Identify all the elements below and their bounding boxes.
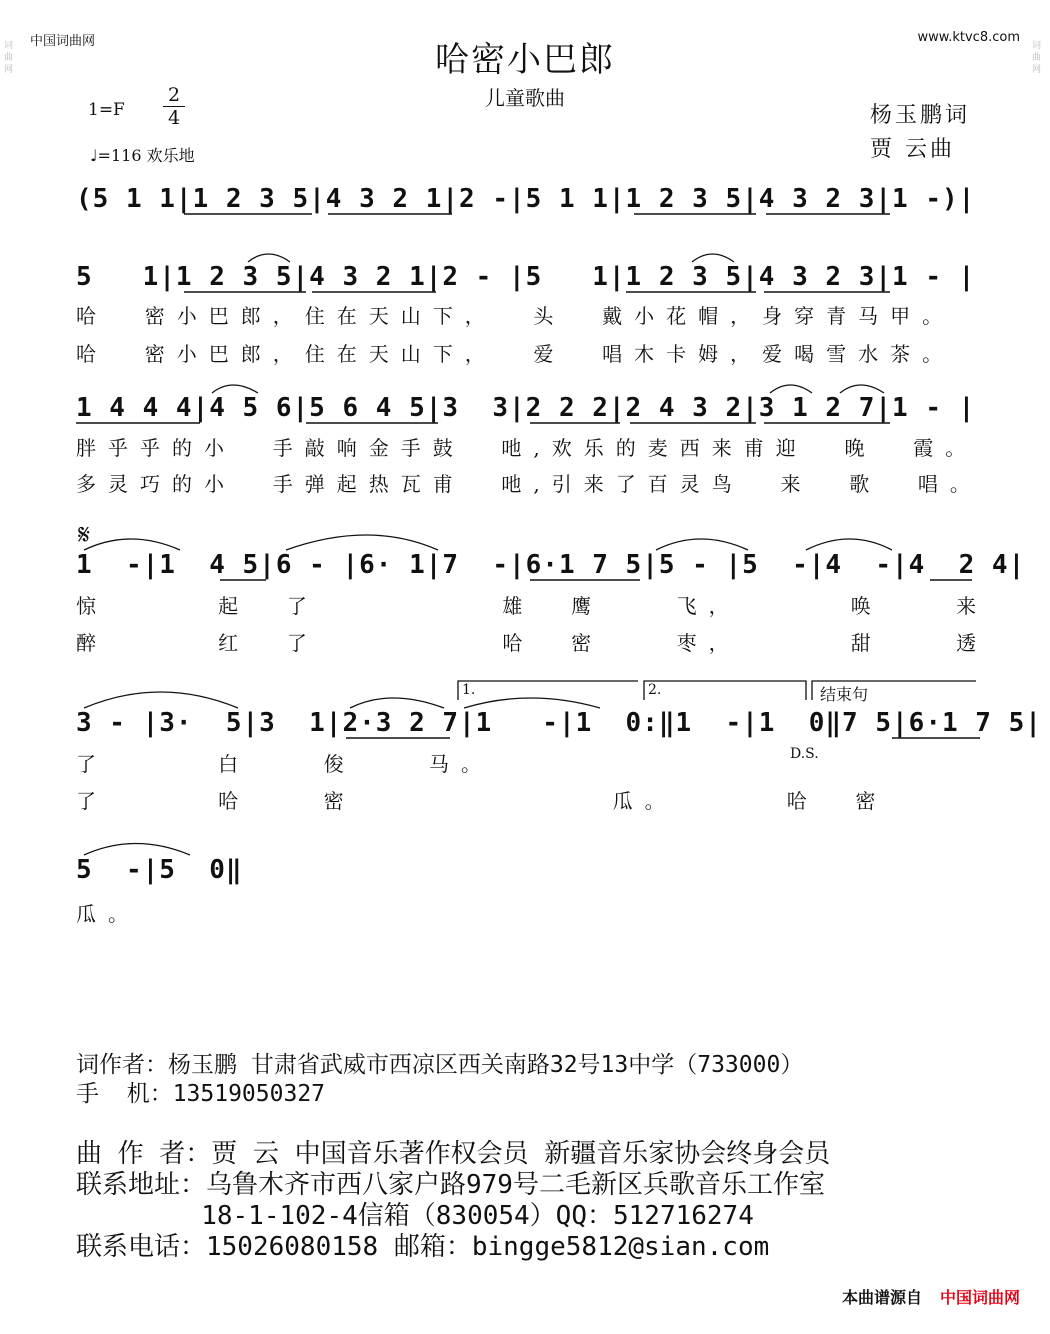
song-title: 哈密小巴郎 bbox=[435, 40, 615, 80]
lyric-line-5-verse2: 了 哈 密 瓜。 哈 密 bbox=[76, 789, 888, 813]
slur bbox=[84, 692, 238, 708]
segno-icon: 𝄋 bbox=[78, 518, 91, 551]
footer-source-label: 本曲谱源自 bbox=[841, 1288, 922, 1307]
time-signature-top: 2 bbox=[167, 84, 181, 106]
lyric-line-4-verse1: 惊 起 了 雄 鹰 飞， 唤 来 bbox=[76, 594, 989, 618]
coda-bracket bbox=[812, 681, 976, 700]
volta-1-label: 1. bbox=[462, 682, 476, 698]
key-signature: 1=F bbox=[88, 100, 125, 120]
slur bbox=[840, 385, 884, 393]
score-line-6: 5 -|5 0‖ bbox=[76, 855, 243, 885]
volta-2-bracket bbox=[644, 681, 806, 700]
slur bbox=[350, 698, 444, 708]
slur bbox=[84, 539, 180, 550]
footer-source-site[interactable]: 中国词曲网 bbox=[939, 1288, 1020, 1307]
score-line-intro: (5 1 1|1 2 3 5|4 3 2 1|2 -|5 1 1|1 2 3 5|4 3 2 3|1 -)| bbox=[76, 184, 976, 214]
slur bbox=[656, 539, 748, 550]
composer-credit: 贾 云曲 bbox=[870, 137, 955, 162]
slur bbox=[464, 698, 600, 708]
lyric-line-6: 瓜。 bbox=[76, 902, 140, 926]
watermark-right: 词曲网 bbox=[1032, 41, 1042, 75]
slur bbox=[84, 844, 190, 856]
quarter-note-icon: ♩ bbox=[90, 146, 98, 165]
time-signature-bottom: 4 bbox=[167, 107, 181, 129]
slur bbox=[212, 385, 258, 393]
lyricist-info: 词作者：杨玉鹏 甘肃省武威市西凉区西关南路32号13中学（733000） bbox=[76, 1052, 804, 1078]
slur bbox=[286, 535, 438, 550]
song-subtitle: 儿童歌曲 bbox=[485, 86, 565, 110]
lyric-line-3-verse2: 多灵巧的小 手弹起热瓦甫 吔,引来了百灵鸟 来 歌 唱。 bbox=[76, 472, 982, 496]
ds-marking: D.S. bbox=[790, 746, 819, 762]
composer-address: 联系地址：乌鲁木齐市西八家户路979号二毛新区兵歌音乐工作室 bbox=[76, 1170, 825, 1200]
footer-source bbox=[842, 1285, 1020, 1308]
lyric-line-2-verse2: 哈 密小巴郎，住在天山下， 爱 唱木卡姆，爱喝雪水茶。 bbox=[76, 342, 955, 366]
lyricist-phone: 手 机：13519050327 bbox=[76, 1081, 326, 1107]
lyric-line-2-verse1: 哈 密小巴郎，住在天山下， 头 戴小花帽，身穿青马甲。 bbox=[76, 304, 955, 328]
slur bbox=[806, 539, 892, 550]
composer-info: 曲 作 者：贾 云 中国音乐著作权会员 新疆音乐家协会终身会员 bbox=[76, 1139, 831, 1169]
score-line-5: 3 - |3· 5|3 1|2·3 2 7|1 -|1 0:‖1 -|1 0‖7 5|6·1 7 5| bbox=[76, 708, 1042, 738]
slur bbox=[692, 254, 734, 262]
volta-1-bracket bbox=[458, 681, 638, 700]
site-url-right[interactable]: www.ktvc8.com bbox=[917, 30, 1020, 45]
composer-address-2: 18-1-102-4信箱（830054）QQ：512716274 bbox=[76, 1201, 754, 1231]
score-line-4: 1 -|1 4 5|6 - |6· 1|7 -|6·1 7 5|5 - |5 -|4 -|4 2 4| bbox=[76, 550, 1026, 580]
lyricist-credit: 杨玉鹏词 bbox=[870, 103, 971, 128]
lyric-line-4-verse2: 醉 红 了 哈 密 枣， 甜 透 bbox=[76, 631, 989, 655]
site-name-left: 中国词曲网 bbox=[30, 34, 96, 49]
composer-contact: 联系电话：15026080158 邮箱：bingge5812@sian.com bbox=[76, 1232, 770, 1262]
score-line-3: 1 4 4 4|4 5 6|5 6 4 5|3 3|2 2 2|2 4 3 2|3 1 2 7|1 - | bbox=[76, 393, 976, 423]
tempo-text: =116 欢乐地 bbox=[97, 146, 195, 165]
lyric-line-3-verse1: 胖乎乎的小 手敲响金手鼓 吔,欢乐的麦西来甫迎 晚 霞。 bbox=[76, 436, 978, 460]
slur bbox=[770, 385, 812, 393]
score-line-2: 5 1|1 2 3 5|4 3 2 1|2 - |5 1|1 2 3 5|4 3 2 3|1 - | bbox=[76, 262, 976, 292]
slur bbox=[248, 254, 290, 262]
coda-label: 结束句 bbox=[820, 685, 869, 704]
volta-2-label: 2. bbox=[648, 682, 662, 698]
watermark-left: 词曲网 bbox=[4, 41, 14, 75]
lyric-line-5-verse1: 了 白 俊 马。 bbox=[76, 752, 494, 776]
